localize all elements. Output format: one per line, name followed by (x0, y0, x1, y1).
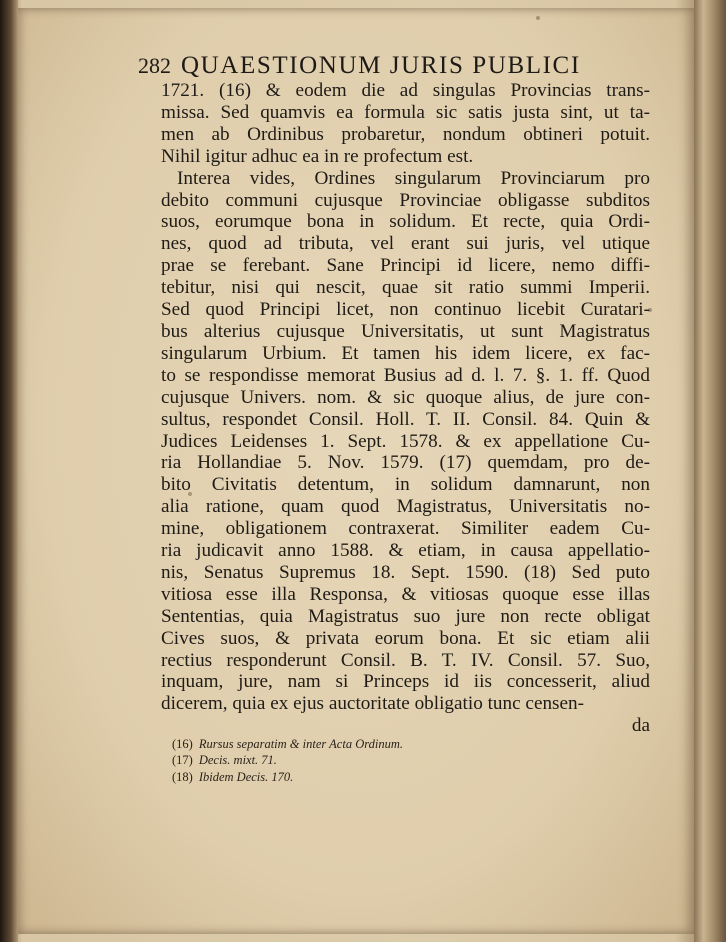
text-line: bito Civitatis detentum, in solidum damnarunt, non (161, 474, 650, 496)
text-line: to se respondisse memorat Busius ad d. l. 7. §. 1. ff. Quod (161, 364, 650, 386)
text-line: dicerem, quia ex ejus auctoritate obligatio tunc censen- (161, 693, 585, 715)
footnote-number: (16) (172, 737, 193, 751)
footnote-number: (17) (172, 753, 193, 768)
book-spine (0, 0, 18, 942)
footnote (172, 752, 492, 768)
catchword: da (631, 715, 650, 737)
text-line: men ab Ordinibus probaretur, nondum obtineri potuit. (161, 123, 650, 145)
text-line: singularum Urbium. Et tamen his idem licere, ex fac- (161, 342, 650, 364)
text-line: sultus, respondet Consil. Holl. T. II. Consil. 84. Quin & (161, 408, 650, 430)
footnote (172, 736, 492, 752)
text-line: suos, eorumque bona in solidum. Et recte, quia Ordi- (161, 211, 650, 233)
text-line: Cives suos, & privata eorum bona. Et sic etiam alii (161, 627, 650, 649)
footnote (172, 769, 492, 785)
footnote-text: Ibidem Decis. 170. (198, 769, 294, 784)
footnotes (172, 736, 492, 785)
text-line: prae se ferebant. Sane Principi id licere, nemo diffi- (161, 255, 650, 277)
text-line: alia ratione, quam quod Magistratus, Universitatis no- (161, 496, 650, 518)
running-header (138, 52, 638, 80)
text-line: Judices Leidenses 1. Sept. 1578. & ex appellatione Cu- (161, 430, 650, 452)
running-title: QUAESTIONUM JURIS PUBLICI (181, 52, 581, 79)
text-line: cujusque Univers. nom. & sic quoque alius, de jure con- (161, 386, 650, 408)
text-line: nis, Senatus Supremus 18. Sept. 1590. (18) Sed puto (161, 561, 650, 583)
text-line: ria judicavit anno 1588. & etiam, in causa appellatio- (161, 540, 650, 562)
text-line: Sententias, quia Magistratus suo jure non recte obligat (161, 605, 650, 627)
text-line: inquam, jure, nam si Princeps id iis concesserit, aliud (161, 671, 650, 693)
text-line: tebitur, nisi qui nescit, quae sit ratio summi Imperii. (161, 277, 650, 299)
text-line: nes, quod ad tributa, vel erant sui juris, vel utique (161, 233, 650, 255)
text-line: 1721. (16) & eodem die ad singulas Provincias trans- (161, 80, 650, 101)
paper-speck (536, 16, 540, 20)
page-edge (694, 0, 726, 942)
text-line: rectius responderunt Consil. B. T. IV. Consil. 57. Suo, (161, 649, 650, 671)
text-line: missa. Sed quamvis ea formula sic satis justa sint, ut ta- (161, 101, 650, 123)
text-line: debito communi cujusque Provinciae obligasse subditos (161, 189, 650, 211)
footnote-number: (18) (172, 769, 193, 784)
footnote-text: Rursus separatim & inter Acta Ordinum. (198, 737, 403, 751)
text-line: vitiosa esse illa Responsa, & vitiosas quoque esse illas (161, 583, 650, 605)
text-line: mine, obligationem contraxerat. Similiter eadem Cu- (161, 518, 650, 540)
footnote-text: Decis. mixt. 71. (198, 753, 277, 768)
text-line: Sed quod Principi licet, non continuo licebit Curatari- (161, 299, 650, 321)
page-number: 282 (138, 53, 171, 78)
text-line: Nihil igitur adhuc ea in re profectum est. (161, 145, 474, 167)
body-text (161, 80, 650, 737)
text-line: bus alterius cujusque Universitatis, ut sunt Magistratus (161, 320, 650, 342)
text-line: ria Hollandiae 5. Nov. 1579. (17) quemdam, pro de- (161, 452, 650, 474)
text-line: Interea vides, Ordines singularum Provinciarum pro (177, 167, 650, 189)
